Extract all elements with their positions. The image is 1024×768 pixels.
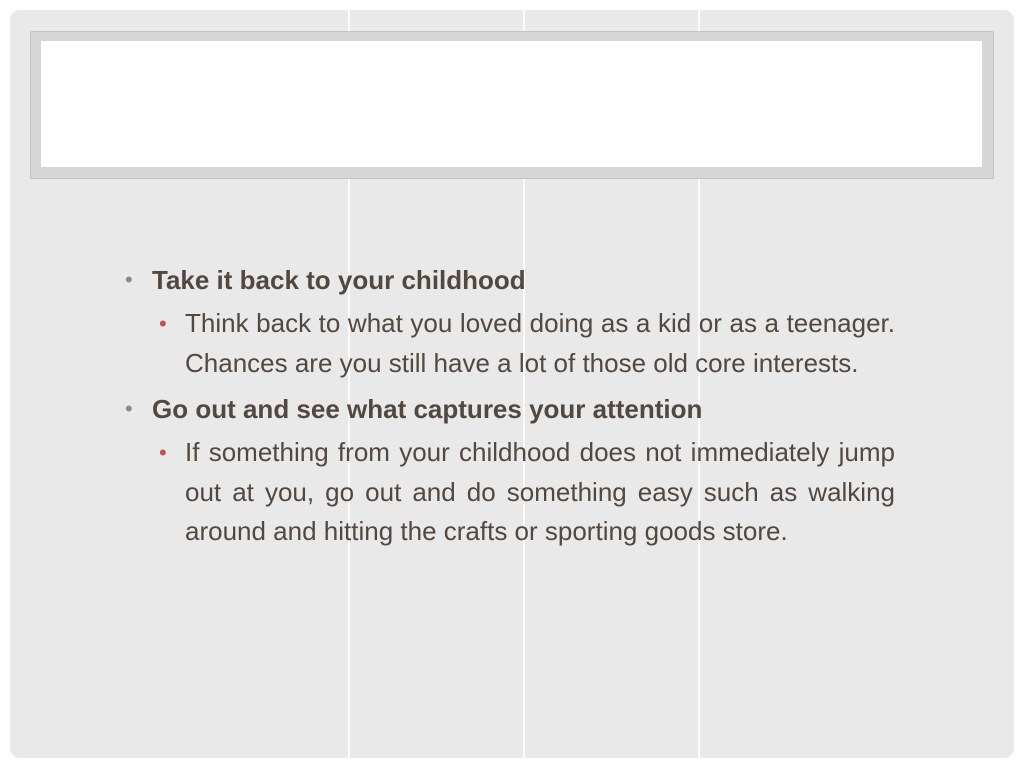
sub-bullet-text: If something from your childhood does not immediately jump out at you, go out and do something easy such as walking around and hitting the crafts or sporting goods store. (185, 437, 895, 546)
title-placeholder[interactable] (41, 41, 982, 167)
bullet-dot-icon: • (125, 267, 133, 292)
sub-bullet-item (159, 433, 895, 552)
bullet-heading: Take it back to your childhood (152, 265, 526, 295)
bullet-item (125, 391, 895, 427)
bullet-dot-icon: • (125, 396, 133, 421)
sub-bullet-dot-icon: • (159, 311, 167, 336)
bullet-item (125, 262, 895, 298)
bullet-heading: Go out and see what captures your attention (152, 394, 703, 424)
slide (10, 10, 1014, 758)
slide-body (125, 262, 895, 560)
title-placeholder-frame (30, 31, 994, 179)
sub-bullet-text: Think back to what you loved doing as a kid or as a teenager. Chances are you still have a lot of those old core interests. (185, 308, 895, 378)
sub-bullet-item (159, 304, 895, 383)
sub-bullet-dot-icon: • (159, 440, 167, 465)
